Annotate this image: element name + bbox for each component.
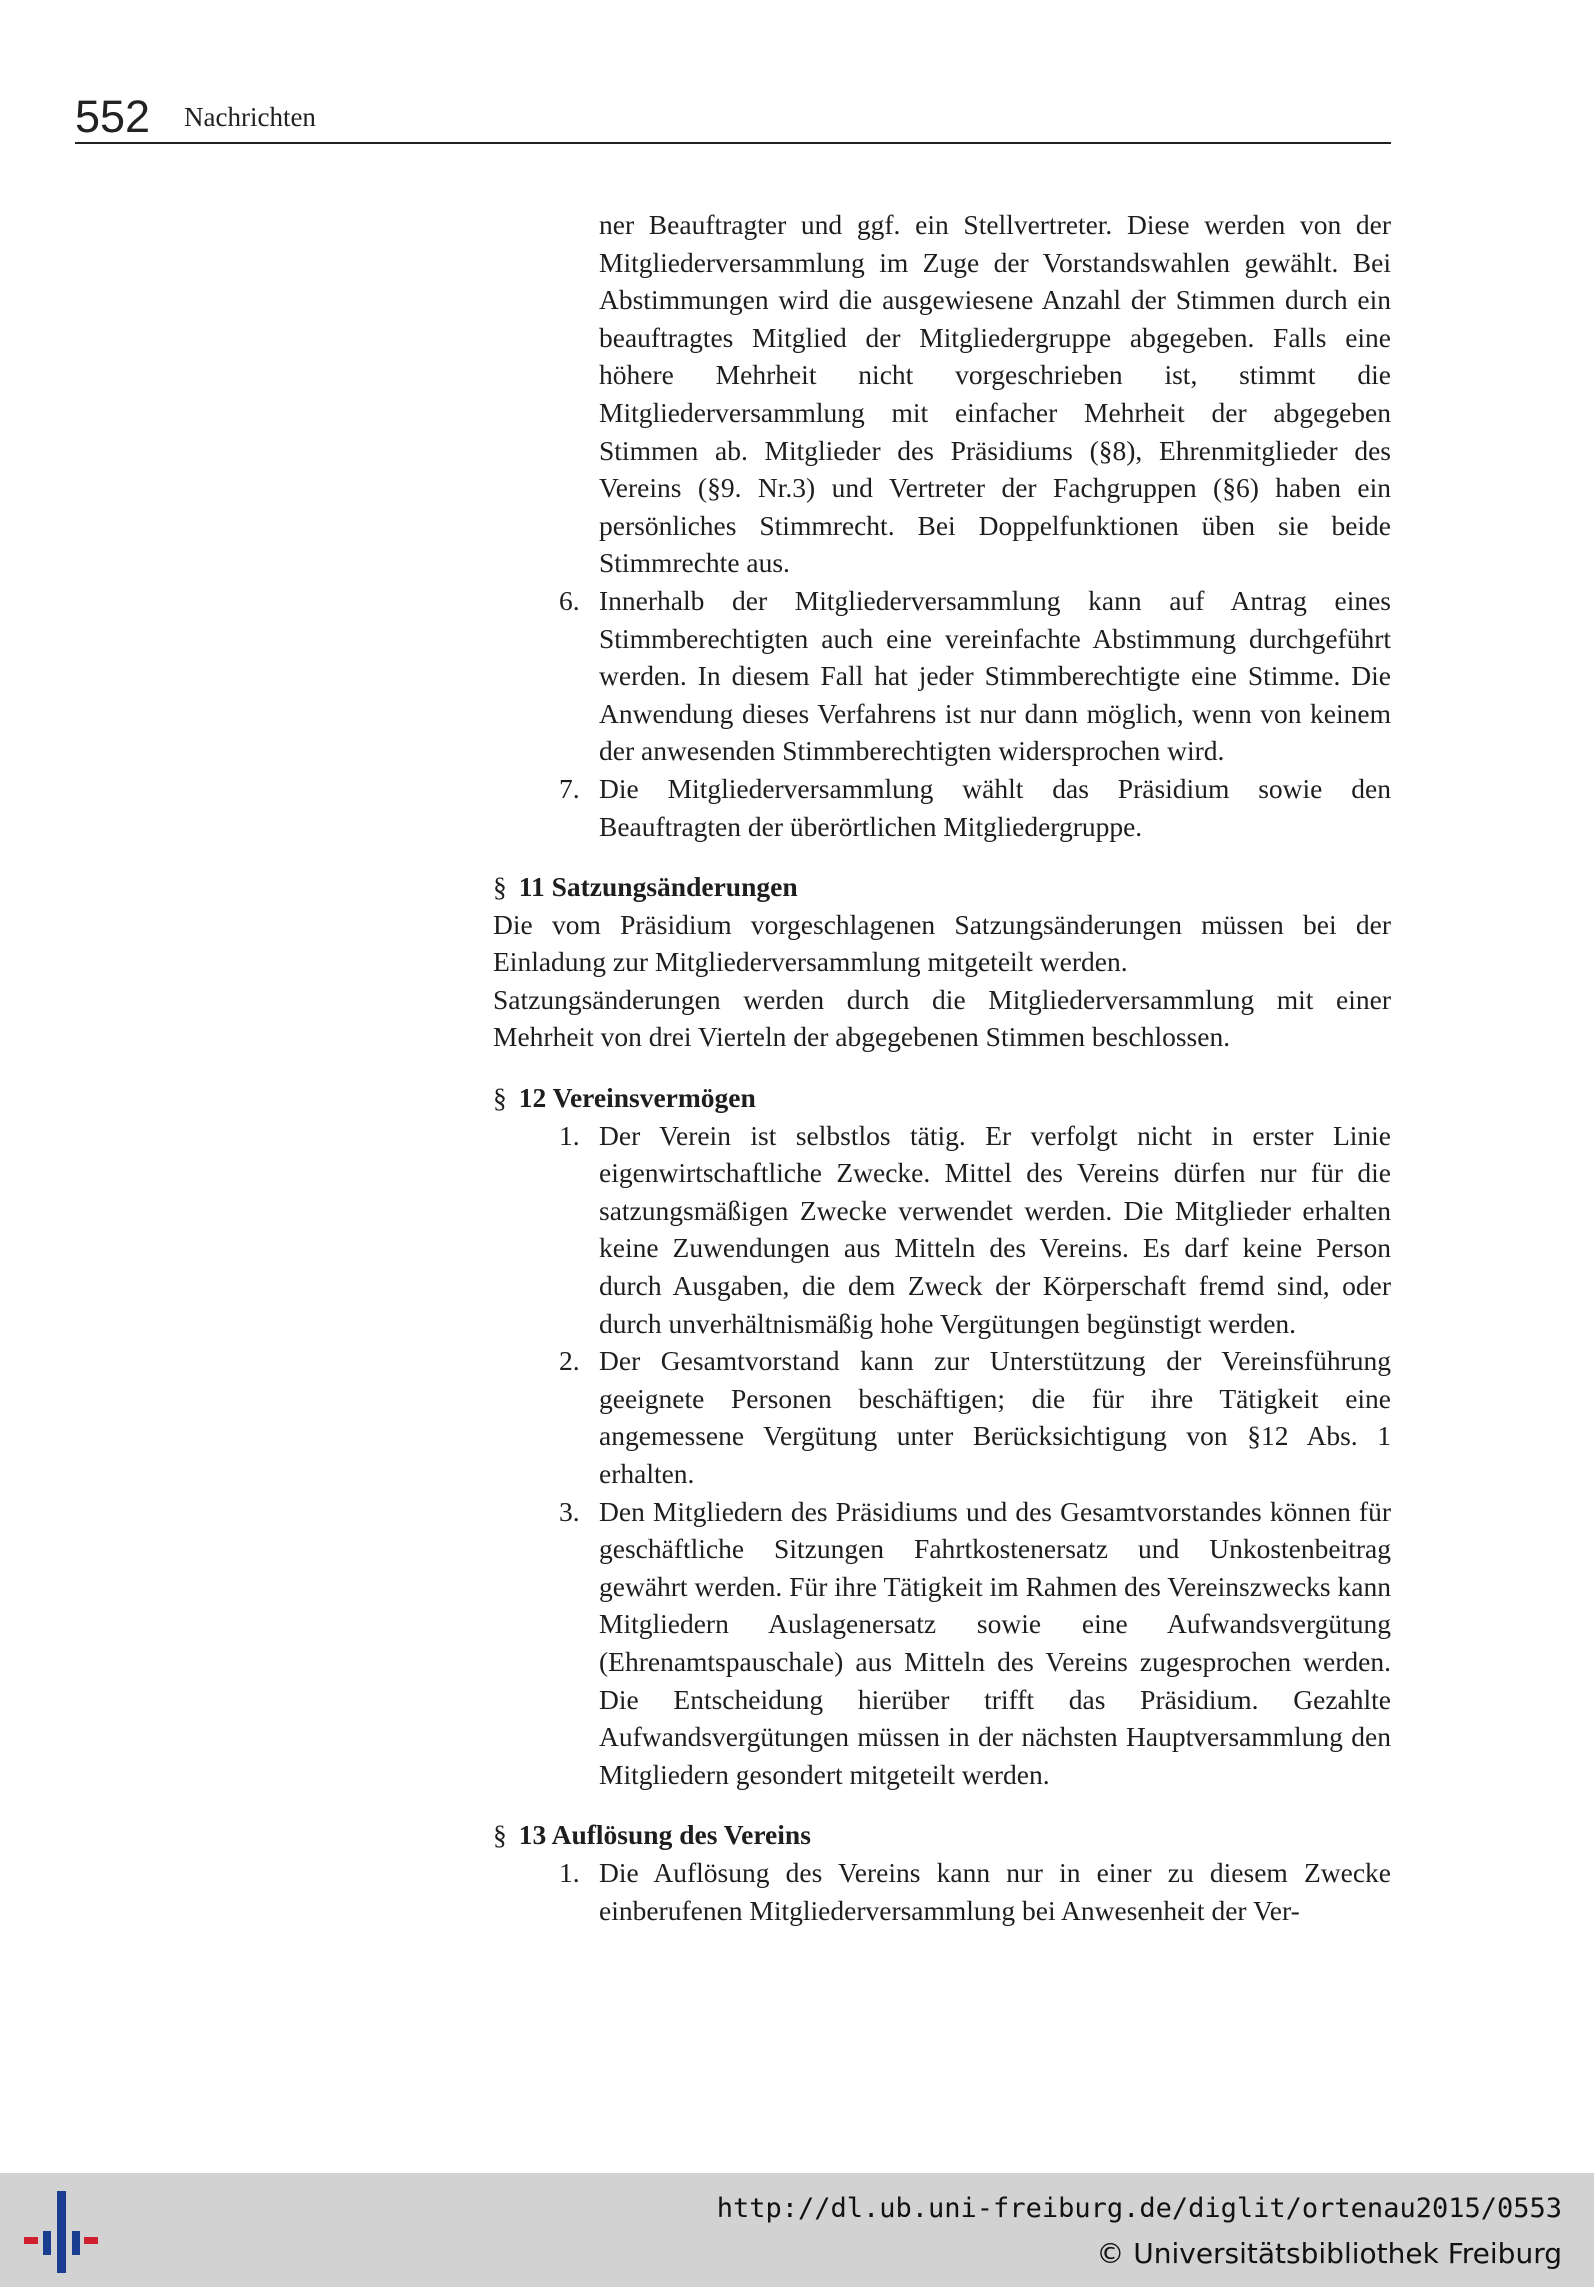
list-item-text: Innerhalb der Mitgliederversammlung kann auf Antrag eines Stimmberechtigten auch eine vereinfachte Abstimmung durchgeführt werden. In diesem Fall hat jeder Stimmberechtigte eine Stimme. Die Anwendung dieses Verfahrens ist nur dann möglich, wenn von keinem der anwesenden Stimmberechtigten widersprochen wird. xyxy=(599,584,1391,767)
section-title: 13 Auflösung des Vereins xyxy=(518,1819,811,1851)
list-item xyxy=(493,1854,1391,1929)
footer-bar xyxy=(0,2173,1594,2287)
list-item-number: 3. xyxy=(559,1495,580,1527)
list-item xyxy=(493,582,1391,770)
page-number: 552 xyxy=(75,91,151,142)
list-item-text: Den Mitgliedern des Präsidiums und des Gesamtvorstandes können für geschäftliche Sitzungen Fahrtkostenersatz und Unkostenbeitrag gewährt werden. Für ihre Tätigkeit im Rahmen des Vereinszwecks kann Mitgliedern Auslagenersatz sowie eine Aufwandsvergütung (Ehrenamtspauschale) aus Mitteln des Vereins zugesprochen werden. Die Entscheidung hierüber trifft das Präsidium. Gezahlte Aufwandsvergütungen müssen in der nächsten Hauptversammlung den Mitgliedern gesondert mitgeteilt werden. xyxy=(599,1495,1391,1790)
list-item xyxy=(493,770,1391,845)
section-title: 11 Satzungsänderungen xyxy=(518,871,798,903)
footer-copyright: © Universitätsbibliothek Freiburg xyxy=(1096,2237,1562,2270)
continuation-paragraph: ner Beauftragter und ggf. ein Stellvertreter. Diese werden von der Mitgliederversammlung im Zuge der Vorstandswahlen gewählt. Bei Abstimmungen wird die ausgewiesene Anzahl der Stimmen durch ein beauftragtes Mitglied der Mitgliedergruppe abgegeben. Falls eine höhere Mehrheit nicht vorgeschrieben ist, stimmt die Mitgliederversammlung mit einfacher Mehrheit der abgegeben Stimmen ab. Mitglieder des Präsidiums (§8), Ehrenmitglieder des Vereins (§9. Nr.3) und Vertreter der Fachgruppen (§6) haben ein persönliches Stimmrecht. Bei Doppelfunktionen üben sie beide Stimmrechte aus. xyxy=(599,209,1391,579)
section-title: 12 Vereinsvermögen xyxy=(518,1082,756,1114)
page-header xyxy=(75,92,1391,144)
list-item-text: Die Auflösung des Vereins kann nur in einer zu diesem Zwecke einberufenen Mitgliederversammlung bei Anwesenheit der Ver- xyxy=(599,1856,1391,1926)
section-symbol: § xyxy=(493,871,507,903)
list-item xyxy=(493,1342,1391,1492)
section-paragraph: Die vom Präsidium vorgeschlagenen Satzungsänderungen müssen bei der Einladung zur Mitgliederversammlung mitgeteilt werden. xyxy=(493,908,1391,978)
section-13 xyxy=(493,1816,1391,1929)
list-item-number: 6. xyxy=(559,584,580,616)
section-heading xyxy=(493,868,1391,906)
section-heading xyxy=(493,1079,1391,1117)
ub-freiburg-logo-icon xyxy=(22,2191,100,2273)
list-item xyxy=(493,1493,1391,1794)
section-11 xyxy=(493,868,1391,1056)
footer-url-link[interactable]: http://dl.ub.uni-freiburg.de/diglit/ortenau2015/0553 xyxy=(716,2193,1562,2224)
section-symbol: § xyxy=(493,1819,507,1851)
page-body xyxy=(493,206,1391,1929)
list-item-number: 1. xyxy=(559,1119,580,1151)
section-symbol: § xyxy=(493,1082,507,1114)
section-12 xyxy=(493,1079,1391,1793)
list-item-text: Der Verein ist selbstlos tätig. Er verfolgt nicht in erster Linie eigenwirtschaftliche Zwecke. Mittel des Vereins dürfen nur für die satzungsmäßigen Zwecke verwendet werden. Die Mitglieder erhalten keine Zuwendungen aus Mitteln des Vereins. Es darf keine Person durch Ausgaben, die dem Zweck der Körperschaft fremd sind, oder durch unverhältnismäßig hohe Vergütungen begünstigt werden. xyxy=(599,1119,1391,1339)
section-heading xyxy=(493,1816,1391,1854)
running-title: Nachrichten xyxy=(184,102,316,132)
list-item-number: 7. xyxy=(559,772,580,804)
section-paragraph: Satzungsänderungen werden durch die Mitgliederversammlung mit einer Mehrheit von drei Vierteln der abgegebenen Stimmen beschlossen. xyxy=(493,983,1391,1053)
list-item-text: Die Mitgliederversammlung wählt das Präsidium sowie den Beauftragten der überörtlichen Mitgliedergruppe. xyxy=(599,772,1391,842)
list-item xyxy=(493,1117,1391,1343)
list-item-text: Der Gesamtvorstand kann zur Unterstützung der Vereinsführung geeignete Personen beschäftigen; die für ihre Tätigkeit eine angemessene Vergütung unter Berücksichtigung von §12 Abs. 1 erhalten. xyxy=(599,1345,1391,1489)
list-item-number: 1. xyxy=(559,1856,580,1888)
list-item-number: 2. xyxy=(559,1345,580,1377)
